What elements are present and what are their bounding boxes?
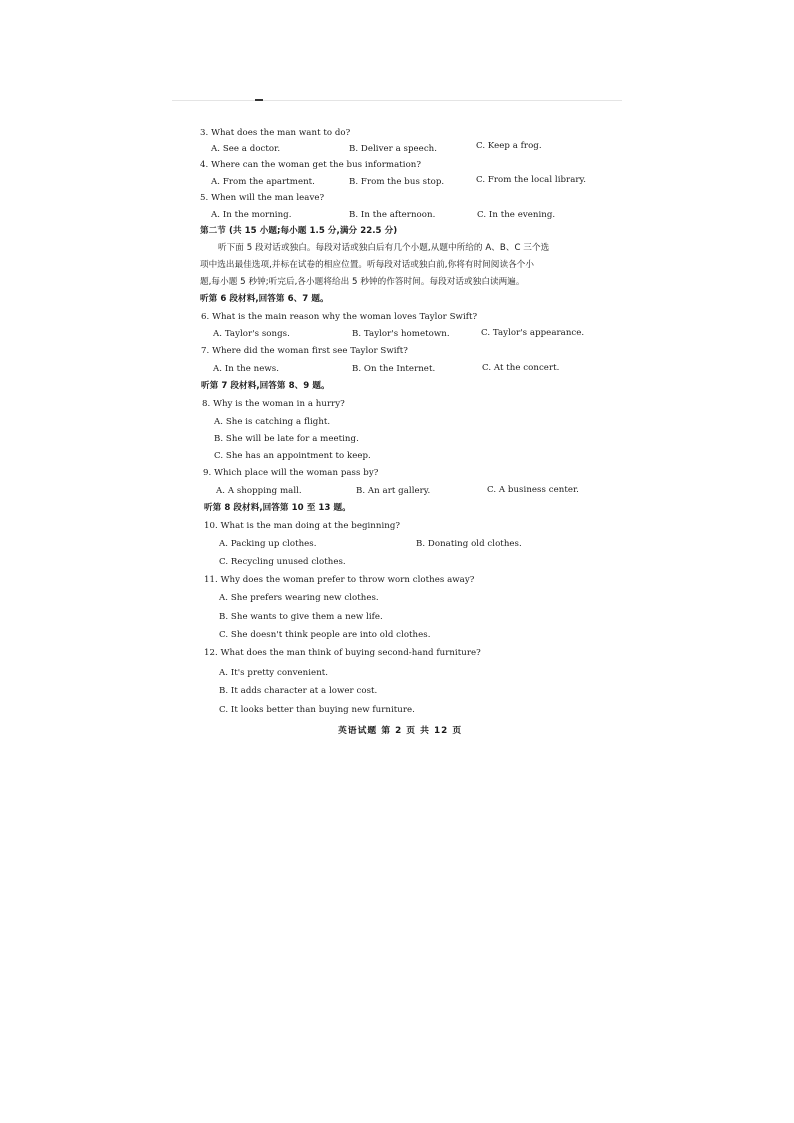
question-11-option-c: C. She doesn't think people are into old clothes. bbox=[219, 630, 431, 640]
section-2-instruction-line-2: 项中选出最佳选项,并标在试卷的相应位置。听每段对话或独白前,你将有时间阅读各个小 bbox=[200, 260, 535, 270]
question-12-option-c: C. It looks better than buying new furniture. bbox=[219, 705, 415, 715]
question-8-option-a: A. She is catching a flight. bbox=[214, 417, 331, 427]
question-5-stem: 5. When will the man leave? bbox=[200, 193, 325, 203]
question-4-option-c: C. From the local library. bbox=[476, 175, 587, 185]
question-4-stem: 4. Where can the woman get the bus information? bbox=[200, 160, 422, 170]
question-5-option-a: A. In the morning. bbox=[211, 210, 292, 220]
question-9-option-b: B. An art gallery. bbox=[356, 486, 431, 496]
question-11-stem: 11. Why does the woman prefer to throw worn clothes away? bbox=[204, 575, 475, 585]
question-6-option-a: A. Taylor's songs. bbox=[213, 329, 290, 339]
question-6-option-c: C. Taylor's appearance. bbox=[481, 328, 585, 338]
question-8-option-c: C. She has an appointment to keep. bbox=[214, 451, 371, 461]
question-7-stem: 7. Where did the woman first see Taylor Swift? bbox=[201, 346, 408, 356]
question-10-option-c: C. Recycling unused clothes. bbox=[219, 557, 346, 567]
material-6-note: 听第 6 段材料,回答第 6、7 题。 bbox=[200, 294, 329, 304]
question-10-stem: 10. What is the man doing at the beginning? bbox=[204, 521, 401, 531]
section-2-instruction-line-3: 题,每小题 5 秒钟;听完后,各小题将给出 5 秒钟的作答时间。每段对话或独白读两遍。 bbox=[200, 277, 525, 287]
material-7-note: 听第 7 段材料,回答第 8、9 题。 bbox=[201, 381, 330, 391]
question-7-option-b: B. On the Internet. bbox=[352, 364, 436, 374]
question-11-option-a: A. She prefers wearing new clothes. bbox=[219, 593, 379, 603]
page-footer: 英语试题 第 2 页 共 12 页 bbox=[338, 726, 463, 736]
question-3-option-c: C. Keep a frog. bbox=[476, 141, 542, 151]
question-7-option-c: C. At the concert. bbox=[482, 363, 560, 373]
material-8-note: 听第 8 段材料,回答第 10 至 13 题。 bbox=[204, 503, 351, 513]
question-12-option-a: A. It's pretty convenient. bbox=[219, 668, 329, 678]
question-12-stem: 12. What does the man think of buying second-hand furniture? bbox=[204, 648, 481, 658]
question-4-option-b: B. From the bus stop. bbox=[349, 177, 445, 187]
top-rule bbox=[172, 100, 622, 101]
question-9-option-c: C. A business center. bbox=[487, 485, 579, 495]
question-3-stem: 3. What does the man want to do? bbox=[200, 128, 351, 138]
question-3-option-a: A. See a doctor. bbox=[211, 144, 281, 154]
question-8-stem: 8. Why is the woman in a hurry? bbox=[202, 399, 345, 409]
question-8-option-b: B. She will be late for a meeting. bbox=[214, 434, 359, 444]
section-2-heading: 第二节 (共 15 小题;每小题 1.5 分,满分 22.5 分) bbox=[200, 226, 398, 236]
question-5-option-c: C. In the evening. bbox=[477, 210, 556, 220]
question-10-option-a: A. Packing up clothes. bbox=[219, 539, 317, 549]
question-5-option-b: B. In the afternoon. bbox=[349, 210, 436, 220]
question-9-option-a: A. A shopping mall. bbox=[216, 486, 302, 496]
question-7-option-a: A. In the news. bbox=[213, 364, 280, 374]
question-6-stem: 6. What is the main reason why the woman loves Taylor Swift? bbox=[201, 312, 478, 322]
question-6-option-b: B. Taylor's hometown. bbox=[352, 329, 450, 339]
question-10-option-b: B. Donating old clothes. bbox=[416, 539, 522, 549]
question-4-option-a: A. From the apartment. bbox=[211, 177, 315, 187]
question-12-option-b: B. It adds character at a lower cost. bbox=[219, 686, 378, 696]
question-3-option-b: B. Deliver a speech. bbox=[349, 144, 438, 154]
top-mark bbox=[255, 99, 263, 101]
section-2-instruction-line-1: 听下面 5 段对话或独白。每段对话或独白后有几个小题,从题中所给的 A、B、C 三个选 bbox=[218, 243, 550, 253]
question-9-stem: 9. Which place will the woman pass by? bbox=[203, 468, 379, 478]
question-11-option-b: B. She wants to give them a new life. bbox=[219, 612, 383, 622]
